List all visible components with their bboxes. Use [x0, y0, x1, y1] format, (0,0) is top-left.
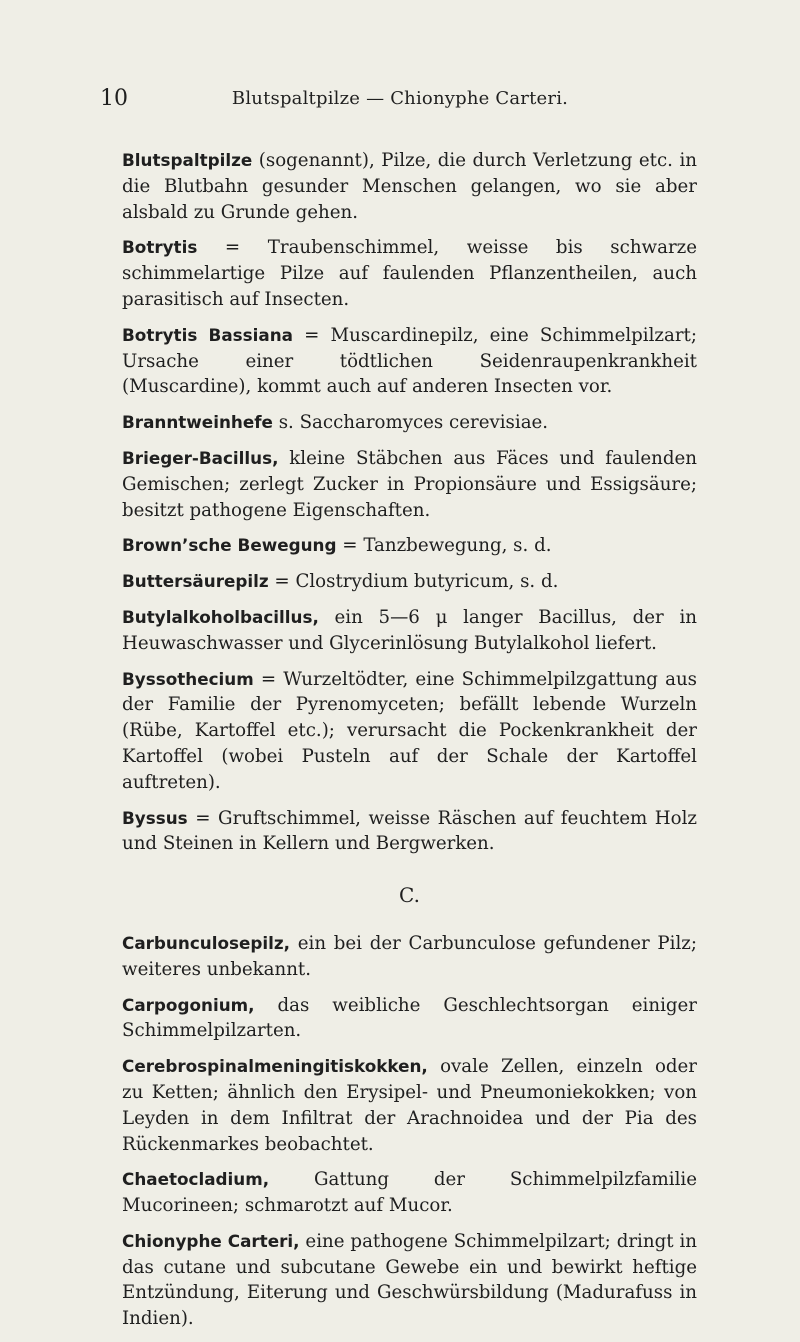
entry-definition: = Clostrydium butyricum, s. d. — [268, 571, 559, 593]
entry-definition: = Wurzeltödter, eine Schimmelpilzgattung aus der Familie der Pyrenomyceten; befällt lebende Wurzeln (Rübe, Kartoffel etc.); verursacht die Pockenkrankheit der Kartoffel (wobei Pusteln auf der Schale der Kartoffel auftreten). — [122, 668, 697, 793]
entry-term: Byssothecium — [122, 668, 254, 689]
entry-definition: Gattung der Schimmelpilzfamilie Mucorineen; schmarotzt auf Mucor. — [122, 1169, 697, 1217]
entry-term: Branntweinhefe — [122, 412, 273, 433]
entry-term: Botrytis Bassiana — [122, 324, 293, 345]
entry-definition: kleine Stäbchen aus Fäces und faulenden Gemischen; zerlegt Zucker in Propionsäure und Essigsäure; besitzt pathogene Eigenschaften. — [122, 447, 697, 521]
entry-definition: s. Saccharomyces cerevisiae. — [272, 412, 549, 434]
dictionary-entry — [122, 931, 697, 983]
entry-definition: das weibliche Geschlechtsorgan einiger Schimmelpilzarten. — [122, 994, 697, 1042]
dictionary-entry — [122, 148, 697, 225]
entry-definition: = Muscardinepilz, eine Schimmelpilzart; Ursache einer tödtlichen Seidenraupenkrankheit (Muscardine), kommt auch auf anderen Insecten vor. — [122, 324, 697, 398]
entry-definition: (sogenannt), Pilze, die durch Verletzung etc. in die Blutbahn gesunder Menschen gelangen, wo sie aber alsbald zu Grunde gehen. — [122, 150, 697, 223]
dictionary-entry — [122, 533, 697, 559]
dictionary-entry — [122, 323, 697, 400]
dictionary-entry — [122, 446, 697, 523]
entry-term: Brieger-Bacillus, — [122, 447, 279, 468]
dictionary-entry — [122, 1167, 697, 1219]
dictionary-entry — [122, 605, 697, 657]
entry-definition: = Gruftschimmel, weisse Räschen auf feuchtem Holz und Steinen in Kellern und Bergwerken. — [122, 807, 697, 855]
running-head: Blutspaltpilze — Chionyphe Carteri. — [231, 88, 569, 109]
entry-term: Byssus — [122, 807, 188, 828]
dictionary-entry — [122, 235, 697, 312]
entry-term: Butylalkoholbacillus, — [122, 606, 319, 627]
entry-term: Chaetocladium, — [122, 1169, 270, 1190]
entry-term: Chionyphe Carteri, — [122, 1230, 300, 1251]
entry-definition: eine pathogene Schimmelpilzart; dringt in das cutane und subcutane Gewebe ein und bewirkt heftige Entzündung, Eiterung und Geschwürsbildung (Madurafuss in Indien). — [122, 1230, 698, 1330]
entries-b — [122, 148, 697, 857]
entry-term: Buttersäurepilz — [122, 571, 269, 592]
entry-term: Cerebrospinalmeningitiskokken, — [122, 1056, 428, 1077]
entries-c — [122, 931, 697, 1332]
entry-definition: = Traubenschimmel, weisse bis schwarze schimmelartige Pilze auf faulenden Pflanzentheilen, auch parasitisch auf Insecten. — [122, 237, 697, 310]
body-text — [122, 148, 697, 1342]
section-letter: C. — [399, 883, 420, 908]
dictionary-entry — [122, 806, 697, 858]
dictionary-entry — [122, 1054, 697, 1157]
page-header — [100, 86, 700, 116]
entry-term: Carbunculosepilz, — [122, 932, 291, 953]
entry-definition: = Tanzbewegung, s. d. — [336, 535, 552, 557]
entry-definition: ein 5—6 μ langer Bacillus, der in Heuwaschwasser und Glycerinlösung Butylalkohol liefert. — [122, 606, 697, 654]
entry-term: Botrytis — [122, 237, 198, 258]
dictionary-entry — [122, 1229, 697, 1332]
dictionary-entry — [122, 569, 697, 595]
entry-term: Blutspaltpilze — [122, 150, 253, 170]
entry-term: Brown’sche Bewegung — [122, 535, 337, 556]
dictionary-entry — [122, 667, 697, 796]
entry-definition: ovale Zellen, einzeln oder zu Ketten; ähnlich den Erysipel- und Pneumoniekokken; von Leyden in dem Infiltrat der Arachnoidea und der Pia des Rückenmarkes beobachtet. — [122, 1056, 697, 1155]
entry-definition: ein bei der Carbunculose gefundener Pilz; weiteres unbekannt. — [122, 932, 697, 980]
dictionary-entry — [122, 410, 697, 436]
dictionary-entry — [122, 993, 697, 1045]
entry-term: Carpogonium, — [122, 994, 255, 1015]
page-number: 10 — [100, 86, 128, 111]
